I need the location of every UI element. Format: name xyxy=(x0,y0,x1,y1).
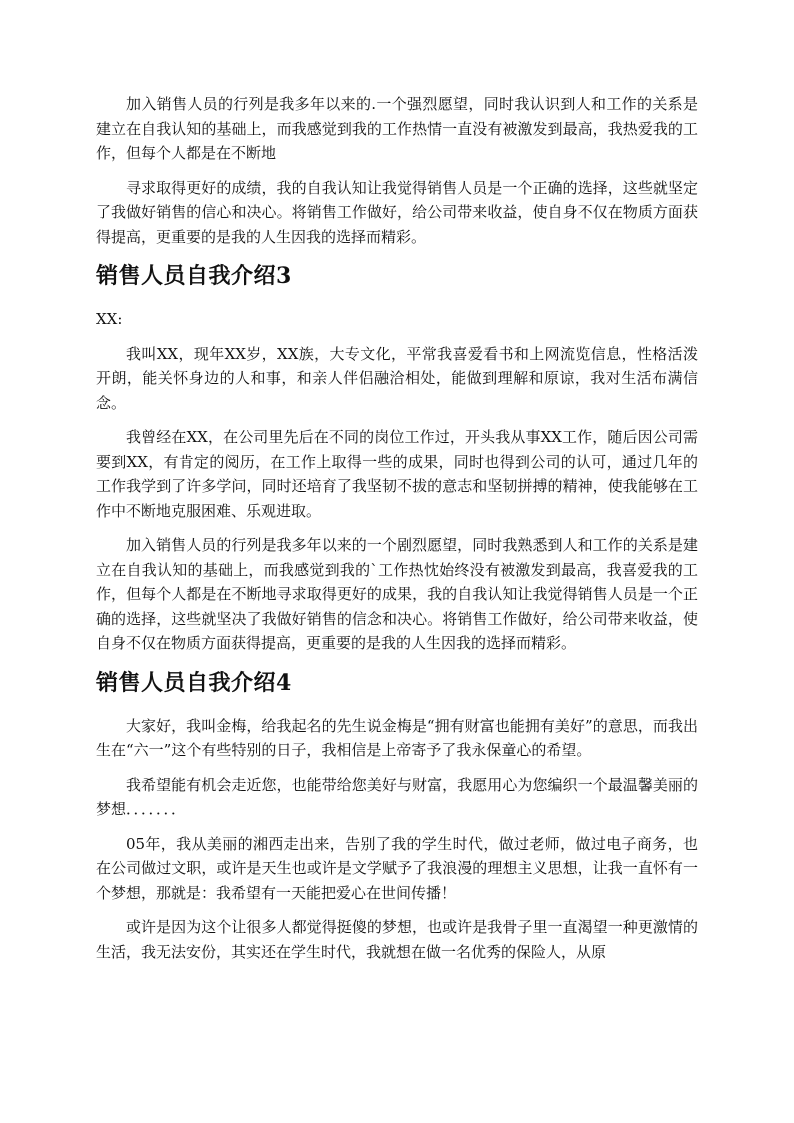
body-paragraph: 大家好，我叫金梅，给我起名的先生说金梅是“拥有财富也能拥有美好”的意思，而我出生在“六一”这个有些特别的日子，我相信是上帝寄予了我永保童心的希望。 xyxy=(96,716,698,759)
section-heading: 销售人员自我介绍3 xyxy=(96,263,292,289)
body-paragraph: 我希望能有机会走近您，也能带给您美好与财富，我愿用心为您编织一个最温馨美丽的梦想．．．．．．． xyxy=(96,775,698,818)
body-paragraph: 加入销售人员的行列是我多年以来的一个剧烈愿望，同时我熟悉到人和工作的关系是建立在自我认知的基础上，而我感觉到我的`工作热忱始终没有被激发到最高，我喜爱我的工作，但每个人都是在不断地寻求取得更好的成果，我的自我认知让我觉得销售人员是一个正确的选择，这些就坚决了我做好销售的信念和决心。将销售工作做好，给公司带来收益，使自身不仅在物质方面获得提高，更重要的是我的人生因我的选择而精彩。 xyxy=(96,536,698,652)
body-paragraph: 05年，我从美丽的湘西走出来，告别了我的学生时代，做过老师，做过电子商务，也在公司做过文职，或许是天生也或许是文学赋予了我浪漫的理想主义思想，让我一直怀有一个梦想，那就是：我希望有一天能把爱心在世间传播！ xyxy=(96,834,698,902)
salutation: XX: xyxy=(96,310,123,328)
body-paragraph: 或许是因为这个让很多人都觉得挺傻的梦想，也或许是我骨子里一直渴望一种更激情的生活，我无法安份，其实还在学生时代，我就想在做一名优秀的保险人，从原 xyxy=(96,918,698,961)
section-heading: 销售人员自我介绍4 xyxy=(96,669,292,696)
body-paragraph: 我叫XX，现年XX岁，XX族，大专文化，平常我喜爱看书和上网流览信息，性格活泼开朗，能关怀身边的人和事，和亲人伴侣融洽相处，能做到理解和原谅，我对生活布满信念。 xyxy=(96,344,698,412)
document-page xyxy=(96,92,698,974)
body-paragraph: 寻求取得更好的成绩，我的自我认知让我觉得销售人员是一个正确的选择，这些就坚定了我做好销售的信心和决心。将销售工作做好，给公司带来收益，使自身不仅在物质方面获得提高，更重要的是我的人生因我的选择而精彩。 xyxy=(96,178,698,246)
body-paragraph: 加入销售人员的行列是我多年以来的.一个强烈愿望，同时我认识到人和工作的关系是建立在自我认知的基础上，而我感觉到我的工作热情一直没有被激发到最高，我热爱我的工作，但每个人都是在不断地 xyxy=(96,95,698,162)
body-paragraph: 我曾经在XX，在公司里先后在不同的岗位工作过，开头我从事XX工作，随后因公司需要到XX，有肯定的阅历，在工作上取得一些的成果，同时也得到公司的认可，通过几年的工作我学到了许多学问，同时还培育了我坚韧不拔的意志和坚韧拼搏的精神，使我能够在工作中不断地克服困难、乐观进取。 xyxy=(96,428,698,520)
